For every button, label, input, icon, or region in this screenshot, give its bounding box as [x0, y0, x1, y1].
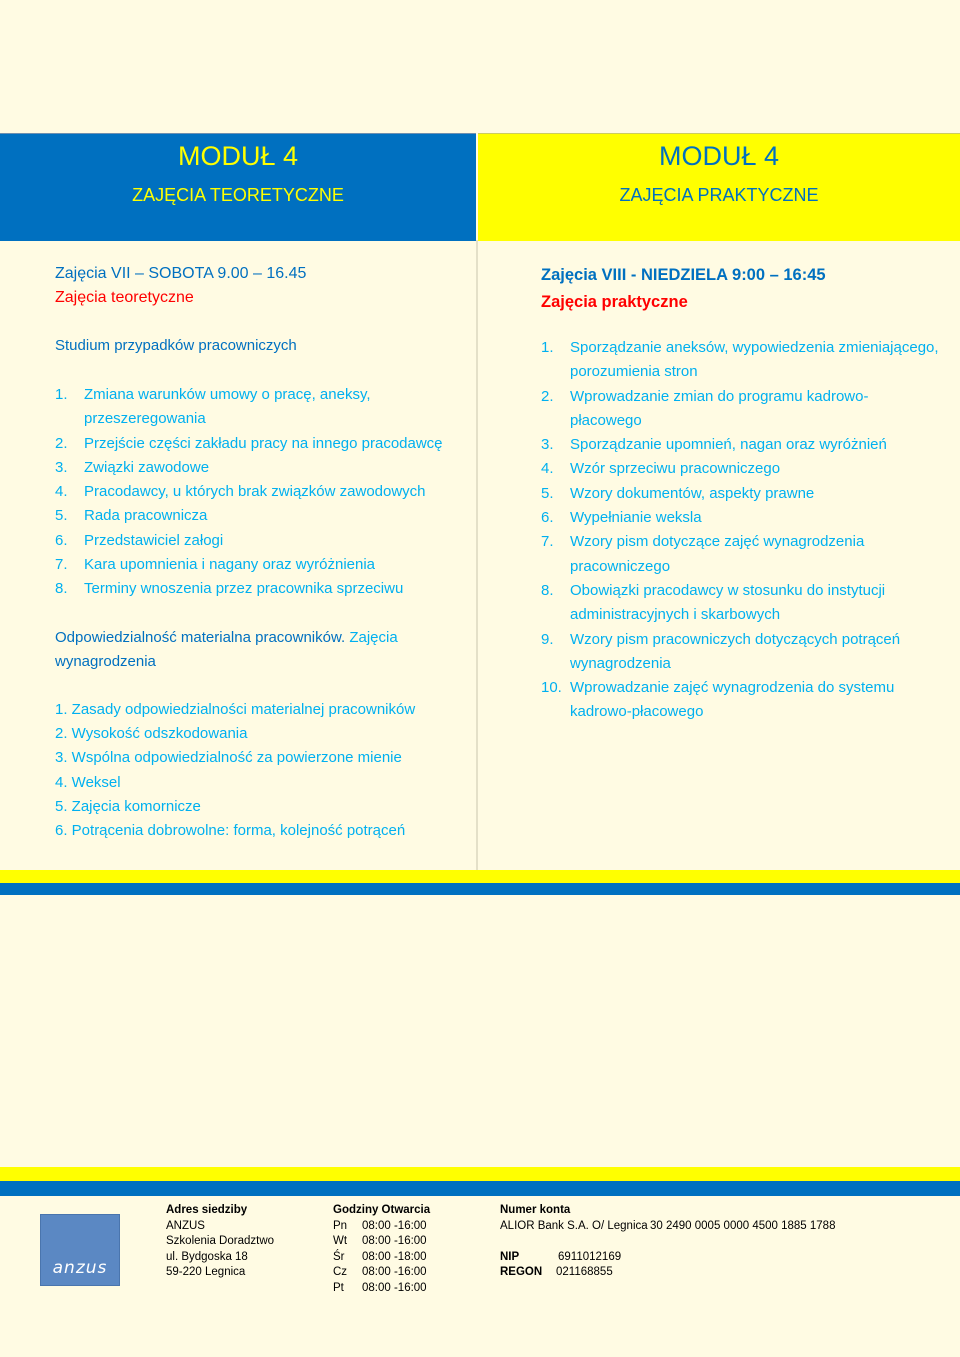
list-item: 1. Zmiana warunków umowy o pracę, aneksy, przeszeregowania [55, 386, 371, 428]
address-line: ul. Bydgoska 18 [166, 1250, 248, 1263]
header-right [478, 133, 960, 241]
header-left-title: MODUŁ 4 [177, 141, 299, 171]
list-item: 1. Zasady odpowiedzialności materialnej pracowników [55, 700, 416, 718]
hours-row: Wt 08:00 -16:00 [333, 1235, 427, 1247]
list-item: 6. Wypełnianie weksla [541, 509, 702, 527]
stripe-blue [0, 1181, 960, 1196]
right-day-heading: Zajęcia VIII - NIEDZIELA 9:00 – 16:45 [541, 266, 826, 284]
header-left-subtitle: ZAJĘCIA TEORETYCZNE [132, 185, 344, 205]
practical-list [541, 336, 957, 725]
list-item: 7. Kara upomnienia i nagany oraz wyróżnienia [55, 556, 376, 574]
list-item: 5. Wzory dokumentów, aspekty prawne [541, 484, 815, 502]
list-item: 2. Wysokość odszkodowania [55, 724, 248, 742]
section1-list [55, 383, 465, 602]
left-day-heading: Zajęcia VII – SOBOTA 9.00 – 16.45 [55, 265, 307, 282]
right-column [541, 262, 957, 725]
regon-row [500, 1265, 940, 1281]
nip-row [500, 1250, 940, 1266]
right-type-heading: Zajęcia praktyczne [541, 293, 688, 311]
regon-label: REGON [500, 1266, 543, 1278]
section1-title: Studium przypadków pracowniczych [55, 337, 297, 354]
column-divider [476, 240, 478, 870]
header-left [0, 133, 476, 241]
list-item: 5. Rada pracownicza [55, 507, 208, 525]
bank-account-row [500, 1219, 940, 1235]
left-type-heading: Zajęcia teoretyczne [55, 289, 194, 306]
footer-address [166, 1203, 274, 1281]
section2-title: Odpowiedzialność materialna pracowników. Zajęcia wynagrodzenia [55, 628, 398, 670]
footer-account [500, 1203, 940, 1281]
nip-label: NIP [500, 1250, 520, 1263]
list-item: 6. Przedstawiciel załogi [55, 531, 224, 549]
company-logo [40, 1214, 120, 1286]
header-right-subtitle: ZAJĘCIA PRAKTYCZNE [619, 185, 819, 205]
list-item: 6. Potrącenia dobrowolne: forma, kolejność potrąceń [55, 822, 406, 840]
stripe-blue [0, 883, 960, 895]
address-title: Adres siedziby [166, 1204, 248, 1216]
list-item: 3. Wspólna odpowiedzialność za powierzone mienie [55, 749, 402, 767]
hours-row: Cz 08:00 -16:00 [333, 1266, 427, 1278]
hours-row: Pn 08:00 -16:00 [333, 1219, 427, 1232]
list-item: 3. Sporządzanie upomnień, nagan oraz wyróżnień [541, 436, 887, 454]
regon-value: 021168855 [556, 1266, 613, 1278]
list-item: 2. Przejście części zakładu pracy na innego pracodawcę [55, 434, 443, 452]
logo-text: anzus [52, 1258, 108, 1278]
section2-list [55, 698, 465, 844]
account-number: 30 2490 0005 0000 4500 1885 1788 [650, 1219, 836, 1232]
hours-title: Godziny Otwarcia [333, 1204, 431, 1216]
list-item: 1. Sporządzanie aneksów, wypowiedzenia zmieniającego, porozumienia stron [541, 339, 939, 381]
list-item: 9. Wzory pism pracowniczych dotyczących potrąceń wynagrodzenia [541, 630, 901, 672]
bank-name: ALIOR Bank S.A. O/ Legnica [500, 1219, 648, 1232]
hours-row: Pt 08:00 -16:00 [333, 1281, 427, 1294]
account-title: Numer konta [500, 1204, 571, 1216]
list-item: 7. Wzory pism dotyczące zajęć wynagrodzenia pracowniczego [541, 533, 865, 575]
list-item: 4. Weksel [55, 773, 121, 791]
address-line: ANZUS [166, 1219, 205, 1232]
list-item: 4. Pracodawcy, u których brak związków zawodowych [55, 483, 426, 501]
hours-row: Śr 08:00 -18:00 [333, 1250, 427, 1263]
address-line: Szkolenia Doradztwo [166, 1235, 275, 1247]
nip-value: 6911012169 [558, 1250, 622, 1263]
list-item: 2. Wprowadzanie zmian do programu kadrowo- płacowego [541, 387, 869, 429]
address-line: 59-220 Legnica [166, 1266, 246, 1278]
list-item: 10. Wprowadzanie zajęć wynagrodzenia do systemu kadrowo-płacowego [541, 679, 895, 721]
header-right-title: MODUŁ 4 [658, 141, 780, 171]
left-column [55, 262, 465, 843]
stripe-yellow [0, 1167, 960, 1181]
stripe-yellow [0, 870, 960, 883]
list-item: 5. Zajęcia komornicze [55, 797, 201, 815]
list-item: 8. Obowiązki pracodawcy w stosunku do instytucji administracyjnych i skarbowych [541, 581, 886, 624]
footer-hours [333, 1203, 430, 1296]
list-item: 8. Terminy wnoszenia przez pracownika sprzeciwu [55, 580, 404, 598]
list-item: 3. Związki zawodowe [55, 458, 210, 476]
list-item: 4. Wzór sprzeciwu pracowniczego [541, 460, 781, 478]
